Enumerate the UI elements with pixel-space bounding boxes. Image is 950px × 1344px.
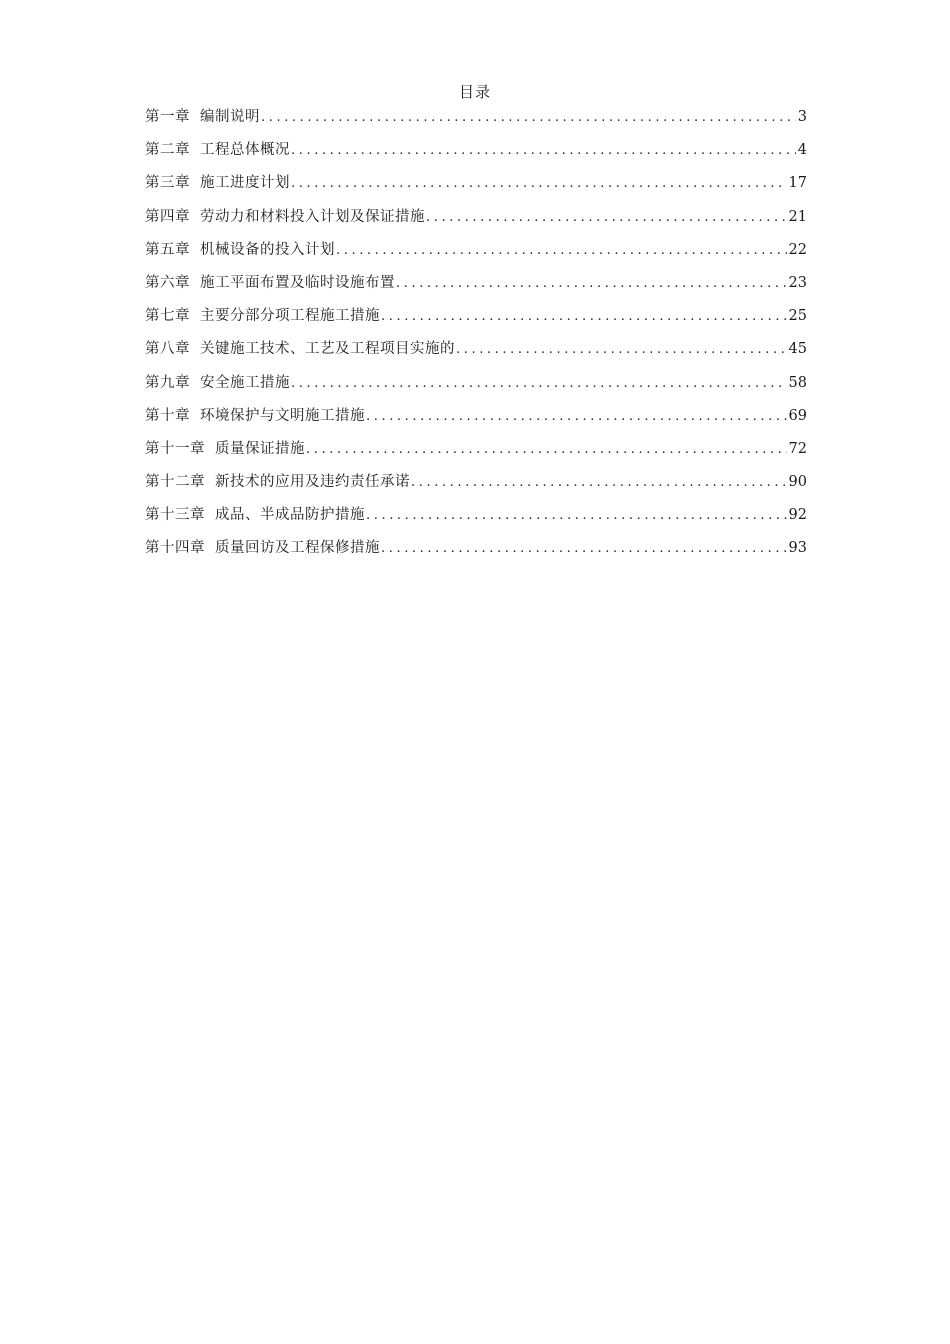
toc-entry[interactable]: [145, 372, 807, 405]
toc-chapter-title: 机械设备的投入计划: [200, 241, 335, 258]
toc-dot-leader: [306, 439, 787, 461]
toc-entry[interactable]: [145, 139, 807, 172]
toc-chapter-title: 编制说明: [200, 109, 260, 125]
toc-chapter-number: 第二章: [145, 142, 190, 159]
toc-chapter-title: 主要分部分项工程施工措施: [200, 308, 380, 325]
toc-dot-leader: [336, 240, 787, 262]
toc-chapter-number: 第十三章: [145, 507, 205, 524]
toc-entry[interactable]: [145, 504, 807, 537]
toc-chapter-title: 施工进度计划: [200, 175, 290, 192]
toc-chapter-number: 第五章: [145, 241, 190, 258]
toc-page-number: 90: [788, 474, 807, 491]
toc-chapter-number: 第九章: [145, 374, 190, 391]
toc-dot-leader: [291, 373, 787, 395]
toc-dot-leader: [456, 339, 787, 361]
toc-chapter-title: 环境保护与文明施工措施: [200, 407, 365, 424]
toc-chapter-title: 新技术的应用及违约责任承诺: [215, 474, 410, 491]
toc-page-number: 22: [788, 241, 807, 258]
toc-page-number: 21: [788, 208, 807, 225]
toc-entry[interactable]: [145, 305, 807, 338]
toc-page-number: 58: [788, 374, 807, 391]
toc-list: [145, 106, 807, 571]
toc-chapter-title: 质量回访及工程保修措施: [215, 540, 380, 557]
toc-dot-leader: [426, 207, 787, 229]
toc-entry[interactable]: [145, 471, 807, 504]
toc-dot-leader: [291, 140, 796, 162]
toc-chapter-number: 第七章: [145, 308, 190, 325]
toc-dot-leader: [381, 306, 787, 328]
toc-chapter-number: 第四章: [145, 208, 190, 225]
toc-entry[interactable]: [145, 438, 807, 471]
toc-page-number: 23: [788, 274, 807, 291]
toc-entry[interactable]: [145, 239, 807, 272]
toc-entry[interactable]: [145, 272, 807, 305]
toc-page-number: 17: [788, 175, 807, 192]
toc-page-number: 3: [797, 109, 807, 125]
toc-entry[interactable]: [145, 338, 807, 371]
toc-chapter-number: 第十一章: [145, 440, 205, 457]
toc-dot-leader: [291, 173, 787, 195]
toc-chapter-title: 劳动力和材料投入计划及保证措施: [200, 208, 425, 225]
toc-page-number: 92: [788, 507, 807, 524]
toc-chapter-number: 第十二章: [145, 474, 205, 491]
toc-chapter-title: 工程总体概况: [200, 142, 290, 159]
toc-chapter-number: 第六章: [145, 274, 190, 291]
toc-chapter-title: 成品、半成品防护措施: [215, 507, 365, 524]
toc-entry[interactable]: [145, 106, 807, 139]
toc-entry[interactable]: [145, 206, 807, 239]
toc-chapter-title: 质量保证措施: [215, 440, 305, 457]
toc-chapter-number: 第八章: [145, 341, 190, 358]
toc-chapter-title: 施工平面布置及临时设施布置: [200, 274, 395, 291]
toc-entry[interactable]: [145, 172, 807, 205]
toc-dot-leader: [396, 273, 787, 295]
toc-entry[interactable]: [145, 405, 807, 438]
toc-page-number: 4: [797, 142, 807, 159]
toc-dot-leader: [366, 406, 787, 428]
toc-page-number: 93: [788, 540, 807, 557]
toc-entry[interactable]: [145, 537, 807, 570]
toc-page-number: 45: [788, 341, 807, 358]
toc-chapter-number: 第十章: [145, 407, 190, 424]
toc-chapter-number: 第十四章: [145, 540, 205, 557]
toc-title: 目录: [458, 83, 491, 101]
toc-chapter-title: 安全施工措施: [200, 374, 290, 391]
toc-page-number: 72: [788, 440, 807, 457]
toc-chapter-title: 关键施工技术、工艺及工程项目实施的: [200, 341, 455, 358]
toc-dot-leader: [411, 472, 787, 494]
toc-chapter-number: 第三章: [145, 175, 190, 192]
toc-page-number: 69: [788, 407, 807, 424]
toc-page-number: 25: [788, 308, 807, 325]
toc-dot-leader: [261, 107, 796, 129]
toc-dot-leader: [381, 538, 787, 560]
toc-chapter-number: 第一章: [145, 109, 190, 125]
toc-dot-leader: [366, 505, 787, 527]
